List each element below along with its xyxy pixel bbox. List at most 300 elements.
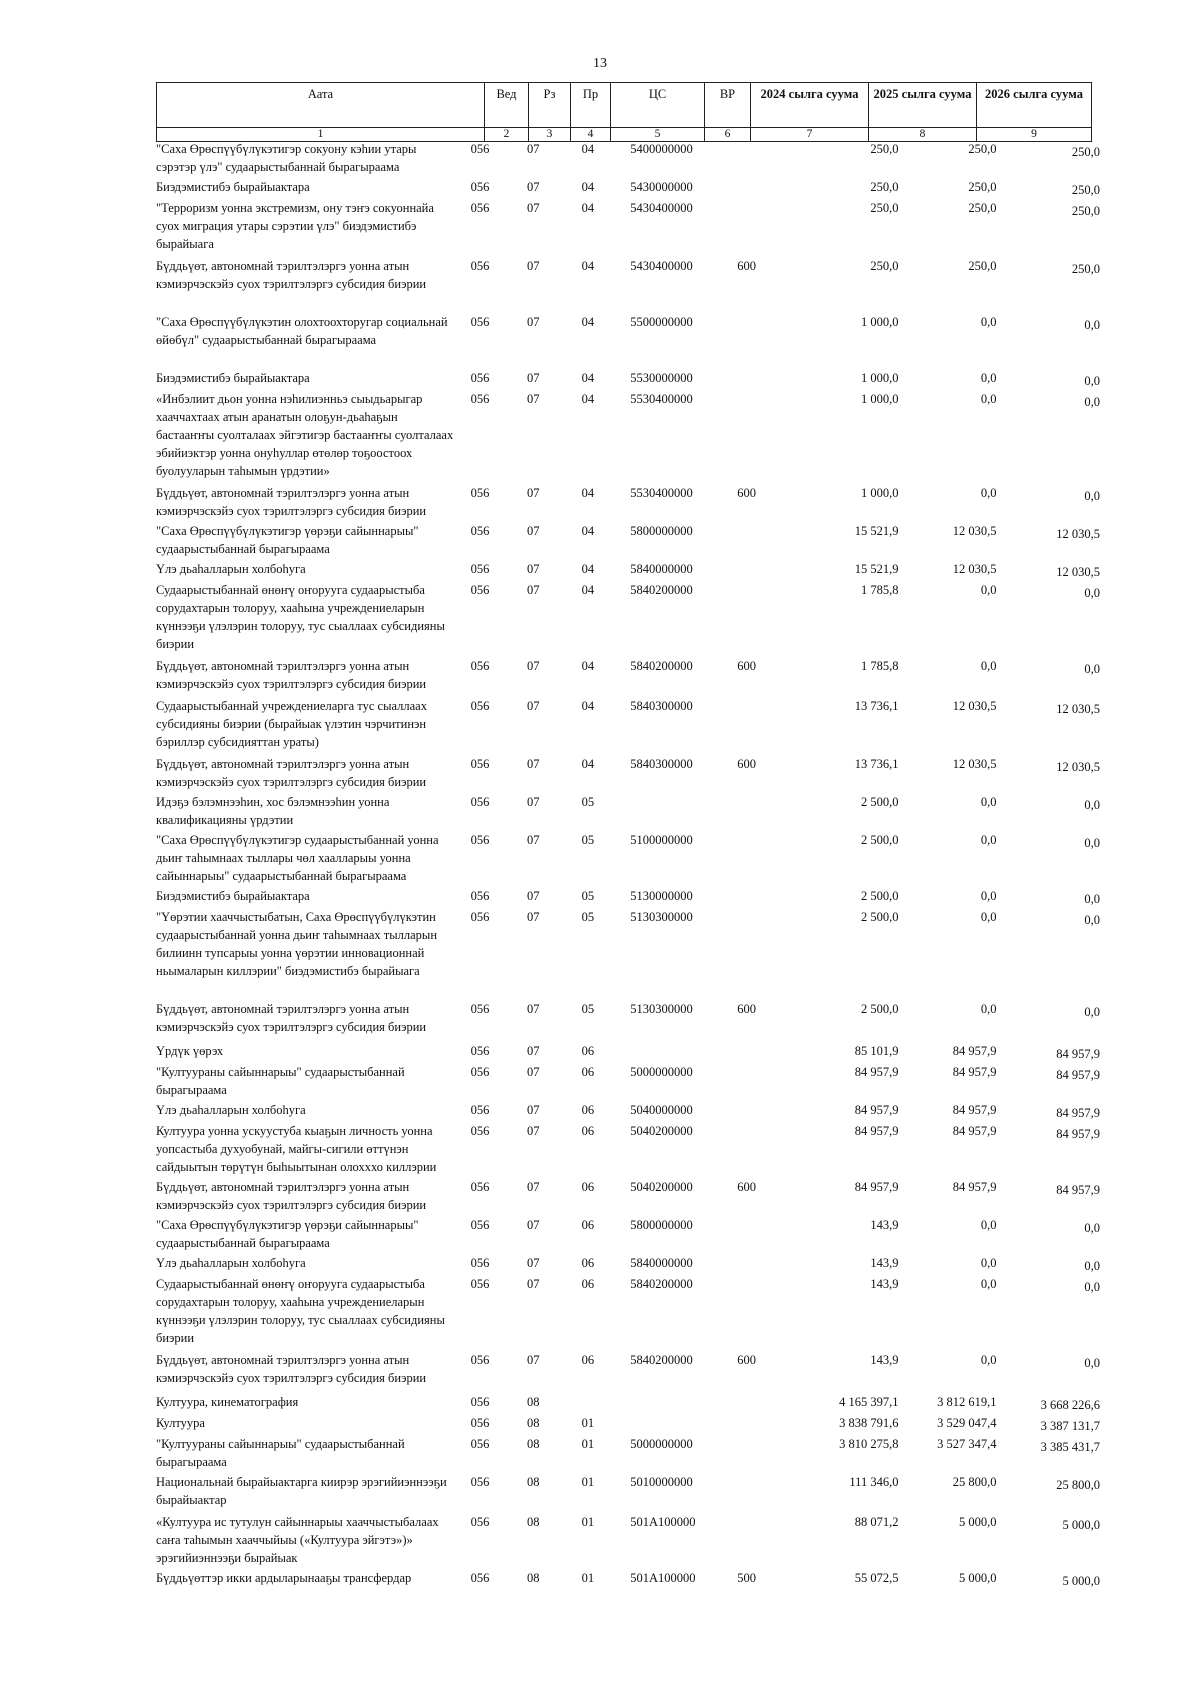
row-ved: 056 — [470, 1002, 490, 1016]
row-pr: 04 — [581, 371, 595, 385]
col-number: 6 — [705, 128, 751, 142]
row-ved: 056 — [470, 757, 490, 771]
row-amount-2025: 250,0 — [968, 201, 997, 215]
row-rz: 07 — [526, 392, 540, 406]
row-amount-2025: 0,0 — [980, 833, 997, 847]
row-ved: 056 — [470, 1437, 490, 1451]
row-rz: 07 — [526, 371, 540, 385]
row-name: Бүддьүөт, автономнай тэрилтэлэргэ уонна атын кэмиэрчэскэйэ суох тэрилтэлэргэ субсидия биэрии — [156, 486, 427, 518]
row-amount-2025: 0,0 — [980, 659, 997, 673]
row-amount-2025: 5 000,0 — [958, 1571, 997, 1585]
row-pr: 01 — [581, 1437, 595, 1451]
header-cs: ЦС — [611, 83, 705, 128]
row-pr: 04 — [581, 524, 595, 538]
row-pr: 06 — [581, 1277, 595, 1291]
row-pr: 06 — [581, 1065, 595, 1079]
row-cs: 5400000000 — [630, 142, 693, 156]
row-amount-2026: 250,0 — [1071, 204, 1100, 218]
row-amount-2025: 0,0 — [980, 392, 997, 406]
row-pr: 01 — [581, 1571, 595, 1585]
row-name: Бүддьүөт, автономнай тэрилтэлэргэ уонна атын кэмиэрчэскэйэ суох тэрилтэлэргэ субсидия биэрии — [156, 1002, 427, 1034]
row-amount-2026: 84 957,9 — [1056, 1183, 1100, 1197]
row-cs: 5840300000 — [630, 757, 693, 771]
row-name: "Саха Өрөспүүбүлүкэтигэр сокуону кэһии утары сэрэтэр үлэ" судаарыстыбаннай бырагыраама — [156, 142, 417, 174]
row-rz: 07 — [526, 795, 540, 809]
header-ved: Вед — [485, 83, 529, 128]
row-amount-2025: 0,0 — [980, 1002, 997, 1016]
row-vr: 600 — [737, 1002, 756, 1016]
row-rz: 07 — [526, 583, 540, 597]
row-cs: 5530400000 — [630, 392, 693, 406]
row-rz: 07 — [526, 562, 540, 576]
row-rz: 07 — [526, 757, 540, 771]
table-row — [156, 1513, 1100, 1567]
table-row — [156, 257, 1100, 293]
table-row — [156, 1178, 1100, 1214]
row-rz: 07 — [526, 142, 540, 156]
row-amount-2026: 5 000,0 — [1062, 1518, 1100, 1532]
row-pr: 06 — [581, 1256, 595, 1270]
row-amount-2024: 143,9 — [870, 1353, 899, 1367]
table-row — [156, 1101, 1100, 1122]
row-pr: 05 — [581, 833, 595, 847]
row-cs: 5430000000 — [630, 180, 693, 194]
row-name: Идэҕэ бэлэмнээһин, хос бэлэмнээһин уонна квалификацияны үрдэтии — [156, 795, 390, 827]
row-rz: 07 — [526, 524, 540, 538]
row-ved: 056 — [470, 1256, 490, 1270]
row-name: Үлэ дьаһалларын холбоһуга — [156, 562, 306, 576]
row-name: "Терроризм уонна экстремизм, ону тэҥэ сокуоннайа суох миграция утары сэрэтии үлэ" биэдэмистибэ бырайыага — [156, 201, 434, 251]
row-name: Бүддьүөт, автономнай тэрилтэлэргэ уонна атын кэмиэрчэскэйэ суох тэрилтэлэргэ субсидия биэрии — [156, 1180, 427, 1212]
row-rz: 07 — [526, 833, 540, 847]
row-ved: 056 — [470, 371, 490, 385]
row-name: Үрдүк үөрэх — [156, 1044, 224, 1058]
row-ved: 056 — [470, 1353, 490, 1367]
row-rz: 07 — [526, 1002, 540, 1016]
row-cs: 5800000000 — [630, 524, 693, 538]
row-ved: 056 — [470, 1103, 490, 1117]
row-cs: 5130300000 — [630, 1002, 693, 1016]
table-row — [156, 793, 1100, 829]
row-amount-2026: 0,0 — [1084, 1280, 1100, 1294]
row-amount-2024: 84 957,9 — [854, 1103, 899, 1117]
row-name: Национальнай бырайыактарга киирэр эрэгийиэннээҕи бырайыактар — [156, 1475, 447, 1507]
row-pr: 06 — [581, 1124, 595, 1138]
row-pr: 04 — [581, 142, 595, 156]
row-amount-2024: 84 957,9 — [854, 1124, 899, 1138]
row-amount-2025: 0,0 — [980, 371, 997, 385]
row-cs: 5500000000 — [630, 315, 693, 329]
row-pr: 04 — [581, 562, 595, 576]
row-amount-2026: 0,0 — [1084, 1259, 1100, 1273]
row-amount-2024: 15 521,9 — [854, 562, 899, 576]
row-amount-2026: 250,0 — [1071, 145, 1100, 159]
col-number: 2 — [485, 128, 529, 142]
row-amount-2025: 84 957,9 — [952, 1180, 997, 1194]
row-ved: 056 — [470, 1571, 490, 1585]
row-amount-2026: 84 957,9 — [1056, 1106, 1100, 1120]
row-rz: 07 — [526, 180, 540, 194]
row-amount-2025: 12 030,5 — [952, 699, 997, 713]
row-ved: 056 — [470, 889, 490, 903]
table-row — [156, 1351, 1100, 1387]
row-vr: 600 — [737, 659, 756, 673]
row-ved: 056 — [470, 1416, 490, 1430]
row-name: "Саха Өрөспүүбүлүкэтин олохтоохторугар социальнай өйөбүл" судаарыстыбаннай бырагыраама — [156, 315, 448, 347]
row-ved: 056 — [470, 1044, 490, 1058]
row-cs: 5040200000 — [630, 1180, 693, 1194]
row-amount-2025: 3 527 347,4 — [937, 1437, 997, 1451]
row-amount-2024: 84 957,9 — [854, 1065, 899, 1079]
row-rz: 08 — [526, 1416, 540, 1430]
row-rz: 07 — [526, 1103, 540, 1117]
row-amount-2024: 85 101,9 — [854, 1044, 899, 1058]
table-row — [156, 1254, 1100, 1275]
row-amount-2026: 0,0 — [1084, 798, 1100, 812]
row-vr: 600 — [737, 1353, 756, 1367]
row-amount-2024: 250,0 — [870, 142, 899, 156]
row-pr: 01 — [581, 1515, 595, 1529]
row-cs: 5840000000 — [630, 562, 693, 576]
row-rz: 07 — [526, 1277, 540, 1291]
table-row — [156, 697, 1100, 751]
table-row — [156, 369, 1100, 390]
row-ved: 056 — [470, 583, 490, 597]
table-row — [156, 1216, 1100, 1252]
table-row — [156, 560, 1100, 581]
row-name: Бүддьүөттэр икки ардыларынааҕы трансфердар — [156, 1571, 412, 1585]
row-ved: 056 — [470, 1180, 490, 1194]
row-pr: 05 — [581, 910, 595, 924]
row-ved: 056 — [470, 659, 490, 673]
row-amount-2024: 84 957,9 — [854, 1180, 899, 1194]
table-row — [156, 657, 1100, 693]
row-amount-2026: 5 000,0 — [1062, 1574, 1100, 1588]
row-cs: 501А100000 — [630, 1571, 696, 1585]
row-amount-2026: 0,0 — [1084, 489, 1100, 503]
row-cs: 5530400000 — [630, 486, 693, 500]
row-cs: 5100000000 — [630, 833, 693, 847]
row-amount-2025: 250,0 — [968, 142, 997, 156]
row-name: Бүддьүөт, автономнай тэрилтэлэргэ уонна атын кэмиэрчэскэйэ суох тэрилтэлэргэ субсидия биэрии — [156, 259, 427, 291]
row-amount-2024: 2 500,0 — [860, 910, 899, 924]
row-amount-2024: 1 000,0 — [860, 315, 899, 329]
row-amount-2026: 0,0 — [1084, 374, 1100, 388]
row-ved: 056 — [470, 1475, 490, 1489]
row-cs: 5840200000 — [630, 659, 693, 673]
row-amount-2024: 1 785,8 — [860, 583, 899, 597]
row-cs: 5040000000 — [630, 1103, 693, 1117]
row-amount-2024: 55 072,5 — [854, 1571, 899, 1585]
row-cs: 5800000000 — [630, 1218, 693, 1232]
row-rz: 08 — [526, 1515, 540, 1529]
row-pr: 04 — [581, 486, 595, 500]
row-amount-2025: 84 957,9 — [952, 1065, 997, 1079]
col-number: 3 — [529, 128, 571, 142]
row-amount-2026: 25 800,0 — [1056, 1478, 1100, 1492]
row-amount-2026: 3 668 226,6 — [1040, 1398, 1100, 1412]
header-name: Аата — [157, 83, 485, 128]
table-row — [156, 908, 1100, 980]
row-name: "Култуураны сайыннарыы" судаарыстыбаннай бырагыраама — [156, 1437, 405, 1469]
row-name: Култуура, кинематография — [156, 1395, 299, 1409]
row-rz: 08 — [526, 1475, 540, 1489]
row-amount-2024: 250,0 — [870, 201, 899, 215]
row-pr: 01 — [581, 1416, 595, 1430]
header-2024: 2024 сылга суума — [751, 83, 869, 128]
table-row — [156, 178, 1100, 199]
row-pr: 01 — [581, 1475, 595, 1489]
row-pr: 04 — [581, 699, 595, 713]
table-row — [156, 313, 1100, 349]
header-2026: 2026 сылга суума — [977, 83, 1092, 128]
row-pr: 04 — [581, 757, 595, 771]
row-name: "Саха Өрөспүүбүлүкэтигэр судаарыстыбаннай уонна дьиҥ таһымнаах тыллары чөл хаалларыы уонна сайыннарыы" судаарыстыбаннай бырагыраама — [156, 833, 439, 883]
row-ved: 056 — [470, 1124, 490, 1138]
row-ved: 056 — [470, 833, 490, 847]
row-pr: 06 — [581, 1353, 595, 1367]
row-ved: 056 — [470, 259, 490, 273]
row-amount-2024: 3 838 791,6 — [839, 1416, 899, 1430]
row-amount-2026: 12 030,5 — [1056, 760, 1100, 774]
row-name: Үлэ дьаһалларын холбоһуга — [156, 1103, 306, 1117]
row-amount-2024: 143,9 — [870, 1218, 899, 1232]
row-amount-2026: 0,0 — [1084, 1005, 1100, 1019]
row-rz: 08 — [526, 1437, 540, 1451]
row-ved: 056 — [470, 1065, 490, 1079]
row-amount-2025: 12 030,5 — [952, 562, 997, 576]
row-amount-2026: 12 030,5 — [1056, 527, 1100, 541]
row-amount-2025: 0,0 — [980, 889, 997, 903]
row-ved: 056 — [470, 1277, 490, 1291]
row-ved: 056 — [470, 392, 490, 406]
row-name: «Инбэлиит дьон уонна нэһилиэнньэ сыыдьарыгар хааччахтаах атын аранатын олоҕун-дьаһаҕын бастааҥҥы суолталаах эйгэтигэр бастааҥҥы суолталаах эбийиэктэр уонна онуһуллар өтөлөр тоҕоостоох буолууларын таһымын үрдэтии» — [156, 392, 454, 478]
col-number: 1 — [157, 128, 485, 142]
row-vr: 600 — [737, 259, 756, 273]
row-amount-2025: 12 030,5 — [952, 757, 997, 771]
row-amount-2026: 250,0 — [1071, 262, 1100, 276]
row-ved: 056 — [470, 524, 490, 538]
row-cs: 5840200000 — [630, 1277, 693, 1291]
row-amount-2024: 250,0 — [870, 259, 899, 273]
header-vr: ВР — [705, 83, 751, 128]
table-row — [156, 1414, 1100, 1435]
row-pr: 04 — [581, 259, 595, 273]
row-amount-2025: 5 000,0 — [958, 1515, 997, 1529]
row-amount-2026: 0,0 — [1084, 395, 1100, 409]
row-rz: 08 — [526, 1571, 540, 1585]
row-amount-2024: 1 785,8 — [860, 659, 899, 673]
row-rz: 07 — [526, 889, 540, 903]
row-rz: 07 — [526, 486, 540, 500]
row-amount-2024: 2 500,0 — [860, 1002, 899, 1016]
row-name: Биэдэмистибэ бырайыактара — [156, 180, 310, 194]
row-cs: 5000000000 — [630, 1065, 693, 1079]
page-number: 13 — [593, 56, 607, 71]
row-pr: 06 — [581, 1103, 595, 1117]
row-name: Бүддьүөт, автономнай тэрилтэлэргэ уонна атын кэмиэрчэскэйэ суох тэрилтэлэргэ субсидия биэрии — [156, 757, 427, 789]
row-cs: 5130000000 — [630, 889, 693, 903]
row-cs: 501А100000 — [630, 1515, 696, 1529]
row-amount-2025: 84 957,9 — [952, 1103, 997, 1117]
row-amount-2026: 0,0 — [1084, 318, 1100, 332]
row-amount-2026: 0,0 — [1084, 662, 1100, 676]
row-amount-2026: 0,0 — [1084, 913, 1100, 927]
col-number: 4 — [571, 128, 611, 142]
table-row — [156, 140, 1100, 176]
row-amount-2026: 0,0 — [1084, 892, 1100, 906]
row-vr: 600 — [737, 757, 756, 771]
row-amount-2024: 13 736,1 — [854, 699, 899, 713]
row-amount-2025: 250,0 — [968, 259, 997, 273]
row-vr: 600 — [737, 1180, 756, 1194]
row-amount-2025: 0,0 — [980, 486, 997, 500]
table-header — [156, 82, 1092, 142]
row-vr: 600 — [737, 486, 756, 500]
row-name: «Култуура ис тутулун сайыннарыы хааччыстыбалаах саҥа таһымын хааччыйыы («Култуура эйгэтэ»)» эрэгийиэннээҕи бырайыак — [156, 1515, 439, 1565]
table-row — [156, 484, 1100, 520]
row-amount-2024: 3 810 275,8 — [839, 1437, 899, 1451]
row-name: "Үөрэтии хааччыстыбатын, Саха Өрөспүүбүлүкэтин судаарыстыбаннай уонна дьиҥ таһымнаах тылларын билиинн тупсарыы уонна үөрэтии инновационнай ньымаларын киллэрии" биэдэмистибэ бырайыага — [156, 910, 438, 978]
table-row — [156, 1000, 1100, 1036]
row-name: "Култуураны сайыннарыы" судаарыстыбаннай бырагыраама — [156, 1065, 405, 1097]
row-ved: 056 — [470, 910, 490, 924]
row-amount-2025: 0,0 — [980, 1256, 997, 1270]
row-pr: 05 — [581, 1002, 595, 1016]
row-cs: 5430400000 — [630, 201, 693, 215]
col-number: 9 — [977, 128, 1092, 142]
row-name: Судаарыстыбаннай өнөҥү оҥорууга судаарыстыба сорудахтарын толоруу, хааһына учреждениеларын күннээҕи үлэлэрин толоруу, тус сыаллаах субсидияны биэрии — [156, 1277, 445, 1345]
row-pr: 04 — [581, 659, 595, 673]
row-cs: 5000000000 — [630, 1437, 693, 1451]
row-name: Бүддьүөт, автономнай тэрилтэлэргэ уонна атын кэмиэрчэскэйэ суох тэрилтэлэргэ субсидия биэрии — [156, 1353, 427, 1385]
row-ved: 056 — [470, 795, 490, 809]
row-name: Култуура — [156, 1416, 205, 1430]
row-amount-2026: 0,0 — [1084, 586, 1100, 600]
row-ved: 056 — [470, 1218, 490, 1232]
row-ved: 056 — [470, 1395, 490, 1409]
row-vr: 500 — [737, 1571, 756, 1585]
table-row — [156, 1393, 1100, 1414]
table-row — [156, 1435, 1100, 1471]
row-amount-2026: 250,0 — [1071, 183, 1100, 197]
row-name: "Саха Өрөспүүбүлүкэтигэр үөрэҕи сайыннарыы" судаарыстыбаннай бырагыраама — [156, 1218, 419, 1250]
row-cs: 5040200000 — [630, 1124, 693, 1138]
row-amount-2025: 0,0 — [980, 1277, 997, 1291]
table-row — [156, 390, 1100, 480]
row-rz: 08 — [526, 1395, 540, 1409]
row-amount-2026: 0,0 — [1084, 1221, 1100, 1235]
row-amount-2024: 4 165 397,1 — [839, 1395, 899, 1409]
row-rz: 07 — [526, 1124, 540, 1138]
table-row — [156, 887, 1100, 908]
row-rz: 07 — [526, 1044, 540, 1058]
row-amount-2026: 84 957,9 — [1056, 1068, 1100, 1082]
row-pr: 06 — [581, 1044, 595, 1058]
row-pr: 06 — [581, 1180, 595, 1194]
row-ved: 056 — [470, 699, 490, 713]
row-amount-2025: 84 957,9 — [952, 1124, 997, 1138]
row-name: Бүддьүөт, автономнай тэрилтэлэргэ уонна атын кэмиэрчэскэйэ суох тэрилтэлэргэ субсидия биэрии — [156, 659, 427, 691]
row-pr: 04 — [581, 583, 595, 597]
row-name: Судаарыстыбаннай өнөҥү оҥорууга судаарыстыба сорудахтарын толоруу, хааһына учреждениеларын күннээҕи үлэлэрин толоруу, тус сыаллаах субсидияны биэрии — [156, 583, 445, 651]
row-amount-2025: 12 030,5 — [952, 524, 997, 538]
row-ved: 056 — [470, 315, 490, 329]
row-ved: 056 — [470, 180, 490, 194]
row-ved: 056 — [470, 142, 490, 156]
table-row — [156, 1473, 1100, 1509]
table-body — [156, 140, 1100, 1590]
row-amount-2026: 0,0 — [1084, 1356, 1100, 1370]
row-amount-2026: 84 957,9 — [1056, 1127, 1100, 1141]
row-amount-2025: 0,0 — [980, 795, 997, 809]
col-number: 7 — [751, 128, 869, 142]
row-cs: 5130300000 — [630, 910, 693, 924]
row-ved: 056 — [470, 562, 490, 576]
row-amount-2025: 0,0 — [980, 1218, 997, 1232]
row-amount-2024: 88 071,2 — [854, 1515, 899, 1529]
row-amount-2025: 3 529 047,4 — [937, 1416, 997, 1430]
row-pr: 04 — [581, 392, 595, 406]
row-cs: 5530000000 — [630, 371, 693, 385]
row-amount-2024: 250,0 — [870, 180, 899, 194]
row-pr: 05 — [581, 795, 595, 809]
row-amount-2024: 1 000,0 — [860, 371, 899, 385]
table-row — [156, 1569, 1100, 1590]
row-rz: 07 — [526, 259, 540, 273]
row-amount-2025: 3 812 619,1 — [937, 1395, 997, 1409]
header-2025: 2025 сылга суума — [869, 83, 977, 128]
row-cs: 5840200000 — [630, 1353, 693, 1367]
row-rz: 07 — [526, 699, 540, 713]
row-name: Үлэ дьаһалларын холбоһуга — [156, 1256, 306, 1270]
row-name: Судаарыстыбаннай учреждениеларга тус сыаллаах субсидияны биэрии (бырайыак үлэтин чэрчитинэн бэриллэр субсидияттан ураты) — [156, 699, 427, 749]
header-pr: Пр — [571, 83, 611, 128]
row-amount-2024: 1 000,0 — [860, 486, 899, 500]
row-rz: 07 — [526, 201, 540, 215]
row-rz: 07 — [526, 1180, 540, 1194]
table-row — [156, 199, 1100, 253]
row-cs: 5840300000 — [630, 699, 693, 713]
row-amount-2026: 12 030,5 — [1056, 565, 1100, 579]
row-amount-2025: 0,0 — [980, 315, 997, 329]
row-rz: 07 — [526, 1353, 540, 1367]
row-cs: 5840000000 — [630, 1256, 693, 1270]
row-amount-2026: 0,0 — [1084, 836, 1100, 850]
row-amount-2024: 15 521,9 — [854, 524, 899, 538]
table-row — [156, 1063, 1100, 1099]
row-amount-2025: 250,0 — [968, 180, 997, 194]
table-row — [156, 581, 1100, 653]
table-row — [156, 755, 1100, 791]
row-amount-2026: 3 385 431,7 — [1040, 1440, 1100, 1454]
table-row — [156, 1275, 1100, 1347]
row-amount-2026: 84 957,9 — [1056, 1047, 1100, 1061]
table-row — [156, 1122, 1100, 1176]
row-amount-2024: 2 500,0 — [860, 795, 899, 809]
table-row — [156, 1042, 1100, 1063]
row-cs: 5430400000 — [630, 259, 693, 273]
row-amount-2025: 0,0 — [980, 910, 997, 924]
row-amount-2024: 2 500,0 — [860, 889, 899, 903]
col-number: 8 — [869, 128, 977, 142]
row-ved: 056 — [470, 486, 490, 500]
row-cs: 5010000000 — [630, 1475, 693, 1489]
row-amount-2025: 84 957,9 — [952, 1044, 997, 1058]
row-amount-2025: 25 800,0 — [952, 1475, 997, 1489]
table-row — [156, 522, 1100, 558]
row-amount-2025: 0,0 — [980, 583, 997, 597]
